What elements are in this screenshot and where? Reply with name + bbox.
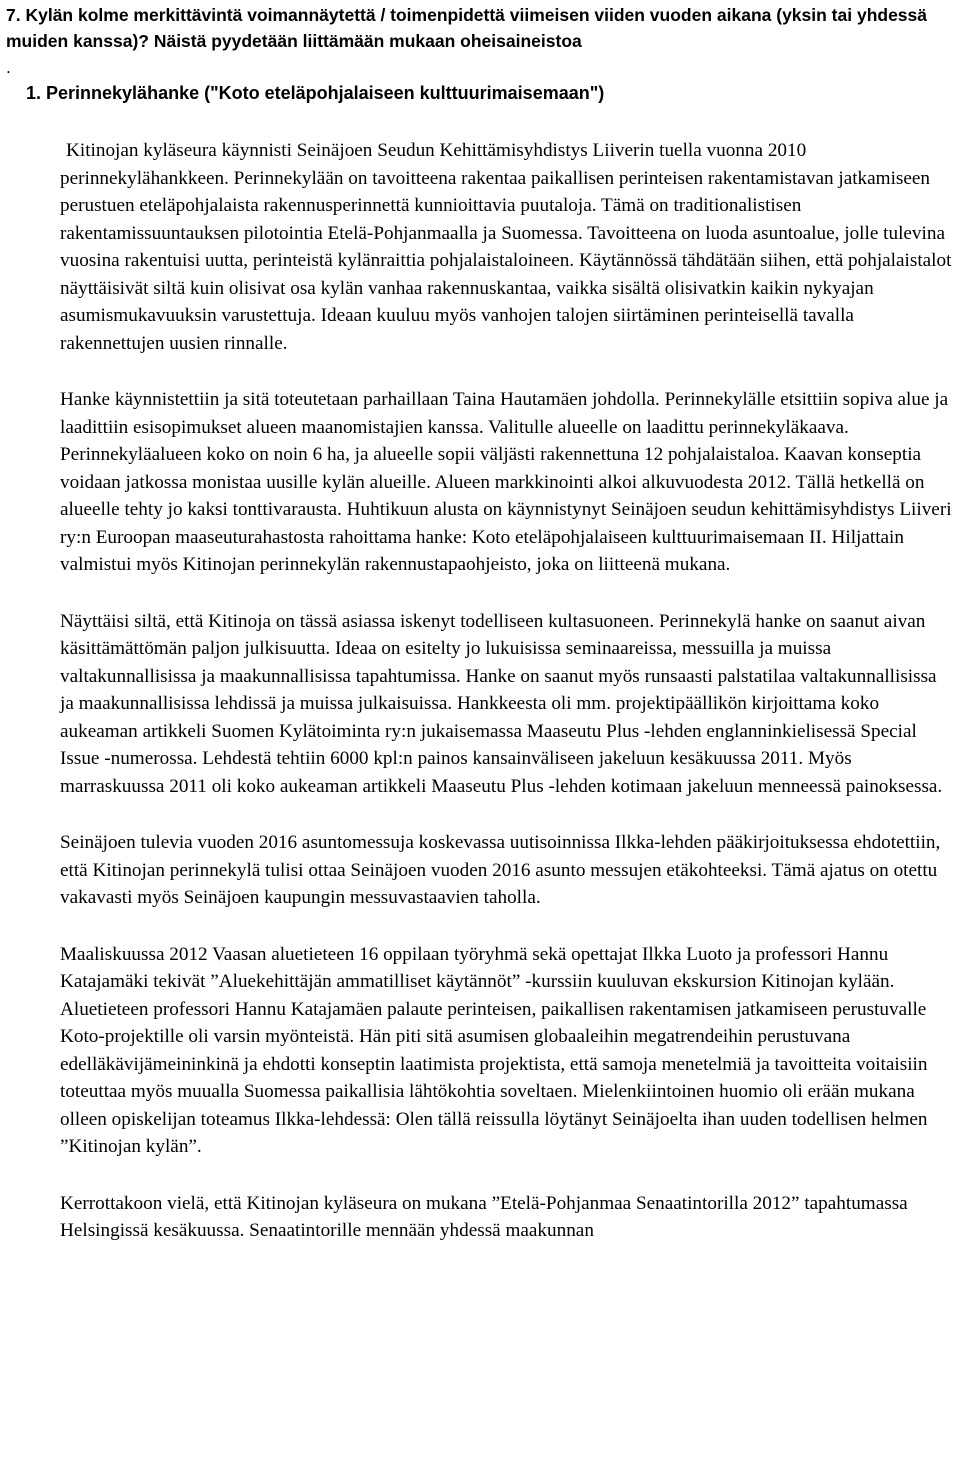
document-body xyxy=(60,137,952,1274)
paragraph-excursion: Maaliskuussa 2012 Vaasan aluetieteen 16 oppilaan työryhmä sekä opettajat Ilkka Luoto ja professori Hannu Katajamäki tekivät ”Aluekehittäjän ammatilliset käytännöt” -kurssiin kuuluvan ekskursion Kitinojan kylään. Aluetieteen professori Hannu Katajamäen palaute perinteisen, paikallisen rakentamisen jatkamiseen perustuvalle Koto-projektille oli varsin myönteistä. Hän piti sitä asumisen globaaleihin megatrendeihin perustuvana edelläkävijämeininkinä ja ehdotti konseptin laatimista projektista, että samoja menetelmiä ja tavoitteita voitaisiin toteuttaa myös muualla Suomessa paikallisia lähtökohtia soveltaen. Mielenkiintoinen huomio oli erään mukana olleen opiskelijan toteamus Ilkka-lehdessä: Olen tällä reissulla löytänyt Seinäjoelta ihan uuden todellisen helmen ”Kitinojan kylän”. xyxy=(60,943,928,1157)
section-title: 1. Perinnekylähanke ("Koto eteläpohjalaiseen kulttuurimaisemaan") xyxy=(26,83,605,103)
paragraph-project-progress: Hanke käynnistettiin ja sitä toteutetaan parhaillaan Taina Hautamäen johdolla. Perinnekylälle etsittiin sopiva alue ja laadittiin esisopimukset alueen maanomistajien kanssa. Valitulle alueelle on laadittu perinnekyläkaava. Perinnekyläalueen koko on noin 6 ha, ja alueelle sopii väljästi rakennettuna 12 pohjalaistaloa. Kaavan konseptia voidaan jatkossa monistaa uusille kylän alueille. Alueen markkinointi alkoi alkuvuodesta 2012. Tällä hetkellä on alueelle tehty jo kaksi tonttivarausta. Huhtikuun alusta on käynnistynyt Seinäjoen seudun kehittämisyhdistys Liiveri ry:n Euroopan maaseuturahastosta rahoittama hanke: Koto eteläpohjalaiseen kulttuurimaisemaan II. Hiljattain valmistui myös Kitinojan perinnekylän rakennustapaohjeisto, joka on liitteenä mukana. xyxy=(60,389,952,575)
question-trailing-dot: . xyxy=(6,57,11,77)
paragraph-publicity: Näyttäisi siltä, että Kitinoja on tässä asiassa iskenyt todelliseen kultasuoneen. Perinnekylä hanke on saanut aivan käsittämättömän paljon julkisuutta. Ideaa on esitelty jo lukuisissa seminaareissa, messuilla ja muissa valtakunnallisissa ja maakunnallisissa tapahtumissa. Hanke on saanut myös runsaasti palstatilaa valtakunnallisissa ja maakunnallisissa lehdissä ja muissa julkaisuissa. Hankkeesta oli mm. projektipäällikön kirjoittama koko aukeaman artikkeli Suomen Kylätoiminta ry:n jukaisemassa Maaseutu Plus -lehden englanninkielisessä Special Issue -numerossa. Lehdestä tehtiin 6000 kpl:n painos kansainväliseen jakeluun kesäkuussa 2011. Myös marraskuussa 2011 oli koko aukeaman artikkeli Maaseutu Plus -lehden kotimaan jakeluun menneessä painoksessa. xyxy=(60,610,943,797)
question-heading xyxy=(6,2,954,80)
question-text: 7. Kylän kolme merkittävintä voimannäytettä / toimenpidettä viimeisen viiden vuoden aikana (yksin tai yhdessä muiden kanssa)? Näistä pyydetään liittämään mukaan oheisaineistoa xyxy=(6,5,928,51)
paragraph-intro: Kitinojan kyläseura käynnisti Seinäjoen Seudun Kehittämisyhdistys Liiverin tuella vuonna 2010 perinnekylähankkeen. Perinnekylään on tavoitteena rakentaa paikallisen perinteisen rakentamistavan jatkamiseen perustuen eteläpohjalaista rakennusperinnettä kunnioittavia puutaloja. Tämä on traditionalistisen rakentamissuuntauksen pilotointia Etelä-Pohjanmaalla ja Suomessa. Tavoitteena on luoda asuntoalue, jolle tulevina vuosina rakentuisi uutta, perinteistä kylänraittia pohjalaistaloineen. Käytännössä tähdätään siihen, että pohjalaistalot näyttäisivät siltä kuin olisivat osa kylän vanhaa rakennuskantaa, vaikka sisältä olisivatkin kaikin nykyajan asumismukavuuksin varustettuja. Ideaan kuuluu myös vanhojen talojen siirtäminen perinteisellä tavalla rakennettujen uusien rinnalle. xyxy=(60,140,952,354)
paragraph-housing-fair: Seinäjoen tulevia vuoden 2016 asuntomessuja koskevassa uutisoinnissa Ilkka-lehden pääkirjoituksessa ehdotettiin, että Kitinojan perinnekylä tulisi ottaa Seinäjoen vuoden 2016 asunto messujen etäkohteeksi. Tämä ajatus on otettu vakavasti myös Seinäjoen kaupungin messuvastaavien taholla. xyxy=(60,832,941,908)
paragraph-senate-square: Kerrottakoon vielä, että Kitinojan kyläseura on mukana ”Etelä-Pohjanmaa Senaatintorilla 2012” tapahtumassa Helsingissä kesäkuussa. Senaatintorille mennään yhdessä maakunnan xyxy=(60,1192,908,1241)
